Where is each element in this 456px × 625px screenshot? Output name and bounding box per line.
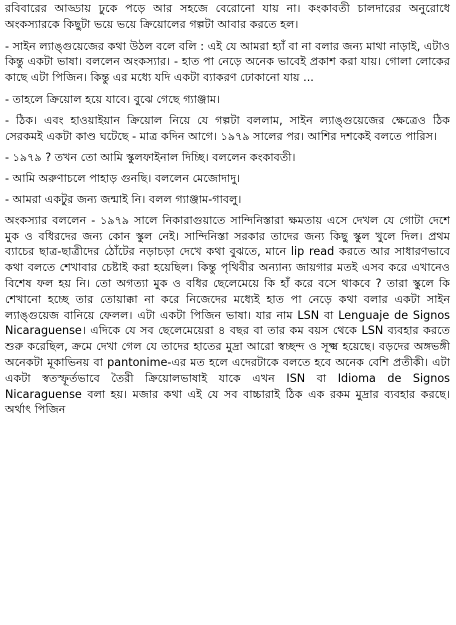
paragraph-creole-reply: - তাহলে ক্রিয়োল হয়ে যাবে। বুঝে গেছে গ্যাঞ্জাম। <box>5 92 221 106</box>
paragraph-arunachal: - আমি অরুণাচলে পাহাড় গুনছি। বললেন মেজোদাদু। <box>5 172 241 186</box>
paragraph-nicaragua-story: অংকস্যার বললেন - ১৯৭৯ সালে নিকারাগুয়াতে সান্দিনিস্তারা ক্ষমতায় এসে দেখল যে গোটা দেশে মুক ও বধিরদের জন্য কোন স্কুল নেই। সান্দিনিস্তা সরকার তাদের জন্য কিছু স্কুল খুলে দিল। প্রথম ব্যাচের ছাত্র-ছাত্রীদের ঠোঁটের নড়াচড়া দেখে কথা বুঝতে, মানে lip read করতে আর সাধারণভাবে কথা বলতে শেখাবার চেষ্টাই করা হয়েছিল। কিন্তু পৃথিবীর অন্যান্য জায়গার মতই এসব করে এখানেও বিশেষ ফল হয় নি। তো অগত্যা মুক ও বধির ছেলেমেয়ে কি হাঁ করে বসে থাকবে ? তারা স্কুলে কি শেখানো হচ্ছে তার তোয়াক্কা না করে নিজেদের মধ্যেই হাত পা নেড়ে কথা বলার একটা সাইন ল্যাঙ্গুয়েজ বানিয়ে ফেলল। এটা একটা পিজিন ভাষা। যার নাম LSN বা Lenguaje de Signos Nicaraguense। এদিকে যে সব ছেলেমেয়েরা ৪ বছর বা তার কম বয়স থেকে LSN ব্যবহার করতে শুরু করেছিল, ক্রমে দেখা গেল যে তাদের হাতের মুদ্রা আরো স্বচ্ছন্দ ও সূক্ষ্ম হয়েছে। বড়দের অঙ্গভঙ্গী অনেকটা মূকাভিনয় বা pantonime-এর মত হলে এদেরটাকে বলতে হবে অনেক বেশি প্রতীকী। এটা একটা স্বতস্ফূর্তভাবে তৈরী ক্রিয়োলভাষাই যাকে এখন ISN বা Idioma de Signos Nicaraguense বলা হয়। মজার কথা এই যে সব বাচ্চারাই ঠিক এক রকম মুদ্রার ব্যবহার করছে। অর্থাৎ পিজিন <box>5 213 450 417</box>
paragraph-intro: রবিবারের আড্ডায় ঢুকে পড়ে আর সহজে বেরোনো যায় না। কংকাবতী চালদারের অনুরোধে অংকস্যারকে কিছুটা ভয়ে ভয়ে ক্রিয়োলের গল্পটা আবার করতে হল। <box>5 2 450 31</box>
paragraph-hawaiian-creole: - ঠিক। এবং হাওয়াইয়ান ক্রিয়োল নিয়ে যে গল্পটা বললাম, সাইন ল্যাঙ্গুয়েজের ক্ষেত্রেও ঠিক সেরকমই একটা কাণ্ড ঘটেছে - মাত্র কদিন আগে। ১৯৭৯ সালের পর। আশির দশকেই বলতে পারিস। <box>5 113 450 143</box>
paragraph-sign-language: - সাইন ল্যাঙ্গুয়েজের কথা উঠল বলে বলি : এই যে আমরা হ্যাঁ বা না বলার জন্য মাথা নাড়াই, এটাও কিন্তু একটা ভাষা। বললেন অংকস্যার। - হাত পা নেড়ে অনেক ভাবেই প্রকাশ করা যায়। গোলা লোকের কাছে এটা পিজিন। কিন্তু এর মধ্যে যদি একটা ব্যাকরণ ঢোকানো যায় ... <box>5 39 450 85</box>
paragraph-1979-question: - ১৯৭৯ ? তখন তো আমি স্কুলফাইনাল দিচ্ছি। বললেন কংকাবতী। <box>5 151 296 165</box>
paragraph-not-born: - আমরা একটুর জন্য জন্মাই নি। বলল গ্যাঞ্জাম-গাবলু। <box>5 192 242 206</box>
